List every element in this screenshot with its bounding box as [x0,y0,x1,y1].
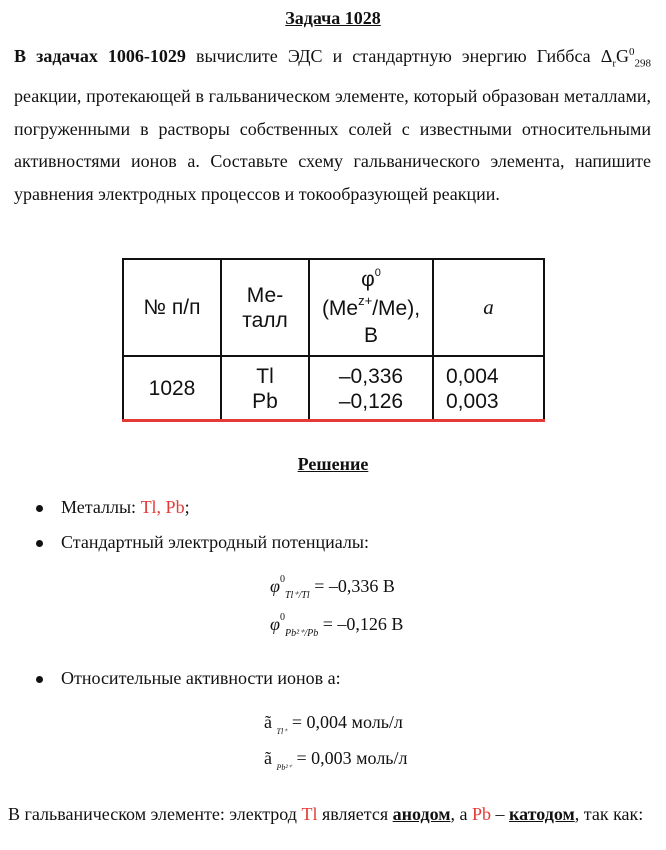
metals-label: Металлы: [61,497,141,517]
temp-sub: 298 [634,57,651,70]
phi-pb: –0,126 [338,389,404,413]
phi-symbol: φ [361,268,375,291]
r-sub: r [612,57,616,70]
cell-num: 1028 [123,356,221,421]
eq-phi-tl: $\varphi^0_{Tl^+/Tl} = -0,336$ В [270,574,395,601]
task-text [14,36,651,210]
phi-sup: 0 [374,267,381,279]
cell-phi [309,356,433,421]
phi2-sub: Pb²⁺/Pb [284,628,319,639]
semicolon: ; [184,497,190,517]
cell-a [433,356,544,421]
a-pb: 0,003 [446,389,499,413]
a1-value: = 0,004 моль/л [291,712,403,732]
me2-text: /Me), [372,297,421,320]
bullet-potential [36,532,369,553]
phi1-value: = –0,336 В [314,576,395,596]
conclusion-text [8,800,653,828]
metal-pb: Pb [252,389,278,413]
volt-unit: В [363,324,378,347]
phi-tl: –0,336 [338,364,404,388]
bullet-metals [36,497,190,518]
eq-a-tl: ã $_{Tl^+}$ = 0,004 моль/л [264,712,403,736]
tl-red: Tl [301,804,318,824]
header-a: a [433,259,544,356]
t4: – [491,804,510,824]
task-text-1: вычислите ЭДС и стандартную энергию Гиббса Δ [185,46,613,66]
task-text-2: реакции, протекающей в гальваническом элементе, который образован металлами, погруженными в растворы собственных солей с известными относительными активностями ионов а. Составьте схему гальванического элемента, напишите уравнения электродных процессов и токообразующей реакции. [14,86,651,204]
red-underline [122,419,545,422]
anode: анодом [392,804,451,824]
a2-sub: Pb²⁺ [276,763,293,772]
bullet-activity [36,668,341,689]
solution-title: Решение [297,454,369,474]
z-sup: z+ [358,293,373,308]
phi1-sub: Tl⁺/Tl [284,590,310,601]
header-phi [309,259,433,356]
bullet-icon [36,540,43,547]
pb-red: Pb [472,804,492,824]
t1: В гальваническом элементе: электрод [8,804,302,824]
metals-value: Tl, Pb [140,497,185,517]
eq-phi-pb: $\varphi^0_{Pb^{2+}/Pb} = -0,126$ В [270,612,404,639]
phi2-value: = –0,126 В [322,614,404,634]
a-tl: 0,004 [446,364,499,388]
a2-value: = 0,003 моль/л [296,748,408,768]
eq-a-pb: ã $_{Pb^{2+}}$ = 0,003 моль/л [264,748,408,772]
task-range: В задачах 1006-1029 [14,46,186,66]
zero-sup: 0 [279,612,285,623]
bullet-icon [36,505,43,512]
t3: , а [450,804,472,824]
a1-sub: Tl⁺ [276,727,288,736]
g-symbol: G [616,46,629,66]
zero-sup: 0 [629,46,635,58]
cathode: катодом [509,804,575,824]
metal-tl: Tl [256,364,274,388]
task-title: Задача 1028 [285,8,381,28]
t2: является [317,804,393,824]
zero-sup: 0 [279,574,285,585]
me-text: (Me [321,297,359,320]
t5: , так как: [574,804,644,824]
header-metal: Ме- талл [221,259,309,356]
bullet-icon [36,676,43,683]
data-table [122,258,545,422]
cell-metals [221,356,309,421]
header-num: № п/п [123,259,221,356]
activity-label: Относительные активности ионов а: [61,668,341,688]
potential-label: Стандартный электродный потенциалы: [61,532,369,552]
